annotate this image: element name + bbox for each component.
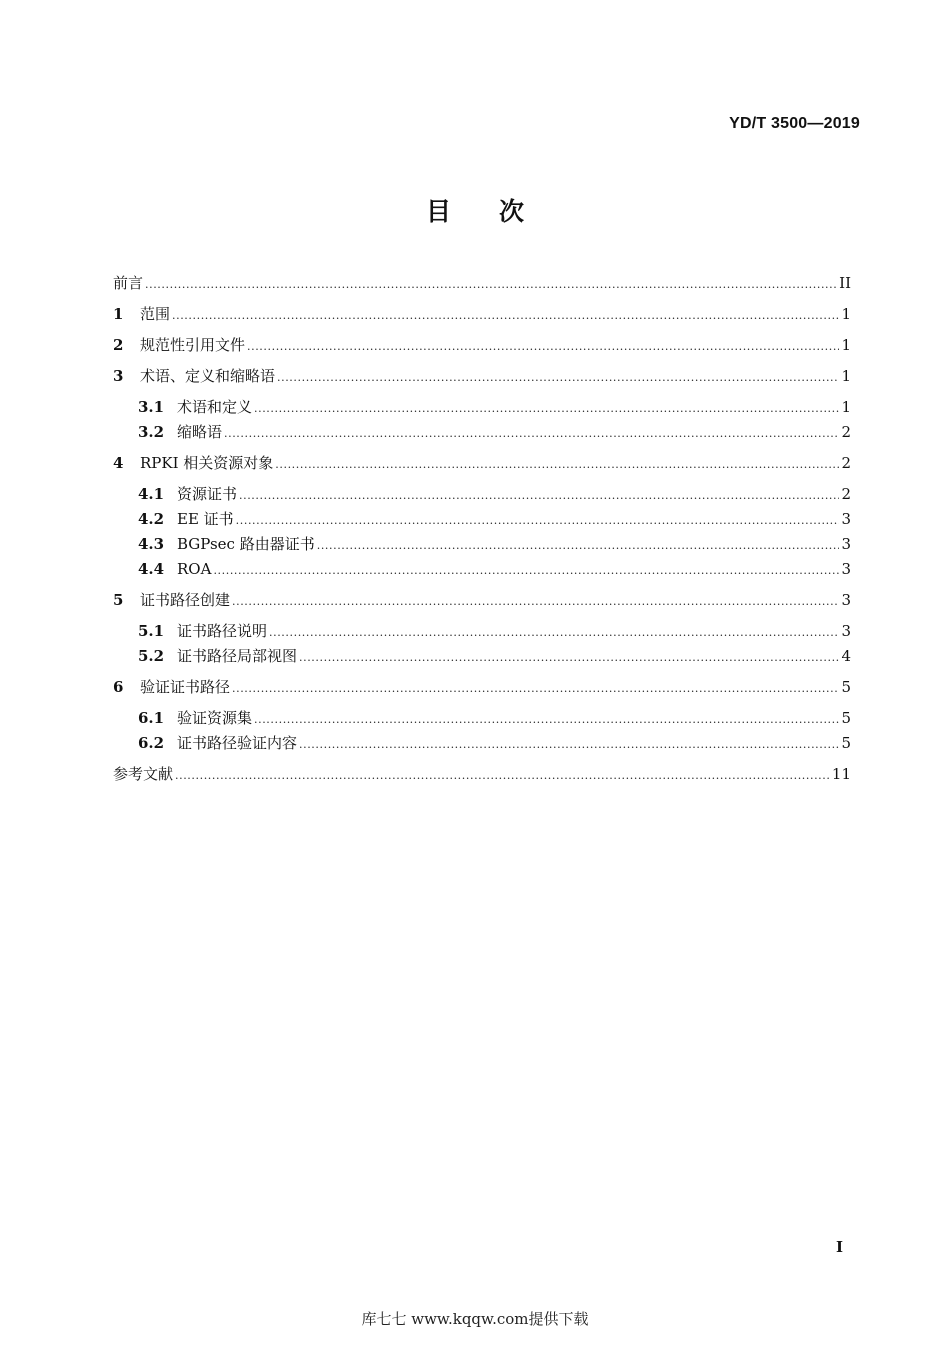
toc-title [0, 192, 950, 228]
toc-entry[interactable] [138, 732, 851, 754]
toc-entry-page: 5 [841, 709, 851, 727]
toc-entry[interactable] [138, 533, 851, 555]
toc-leader-dots [254, 709, 839, 731]
toc-entry-page: 1 [841, 367, 851, 385]
toc-entry-label: 验证证书路径 [140, 678, 231, 696]
toc-leader-dots [145, 274, 837, 296]
toc-entry-number: 4.2 [138, 510, 165, 528]
toc-entry-page: 3 [841, 560, 851, 578]
toc-entry-number: 5.2 [138, 647, 165, 665]
toc-leader-dots [317, 535, 840, 557]
toc-entry-number: 6.1 [138, 709, 165, 727]
toc-entry-page: 11 [831, 765, 851, 783]
toc-entry-page: 3 [841, 510, 851, 528]
toc-entry-page: 3 [841, 591, 851, 609]
toc-entry-number: 4.3 [138, 535, 165, 553]
toc-entry-page: 2 [841, 485, 851, 503]
toc-leader-dots [175, 765, 830, 787]
toc-entry-number: 5.1 [138, 622, 165, 640]
toc-entry[interactable] [138, 508, 851, 530]
toc-entry-label: 证书路径验证内容 [177, 734, 298, 752]
toc-entry-label: 术语和定义 [177, 398, 253, 416]
toc-entry-number: 3.2 [138, 423, 165, 441]
toc-entry-number: 4 [113, 454, 124, 472]
toc-entry-label: 前言 [113, 274, 144, 292]
toc-entry-number: 1 [113, 305, 124, 323]
toc-entry-label: 缩略语 [177, 423, 223, 441]
toc-entry-label: 资源证书 [177, 485, 238, 503]
toc-entry-page: 3 [841, 535, 851, 553]
toc-title-char-1: 目 [425, 197, 451, 226]
toc-entry-page: 1 [841, 336, 851, 354]
toc-leader-dots [236, 510, 840, 532]
toc-entry-page: 2 [841, 454, 851, 472]
toc-leader-dots [269, 622, 839, 644]
toc-entry[interactable] [138, 396, 851, 418]
toc-entry-label: 证书路径说明 [177, 622, 268, 640]
toc-entry-number: 2 [113, 336, 124, 354]
toc-title-char-2: 次 [499, 197, 525, 226]
toc-entry-number: 4.4 [138, 560, 165, 578]
toc-leader-dots [254, 398, 839, 420]
toc-entry-page: 2 [841, 423, 851, 441]
toc-entry-number: 5 [113, 591, 124, 609]
toc-leader-dots [172, 305, 839, 327]
toc-entry-label: 规范性引用文件 [140, 336, 246, 354]
toc-entry-label: 参考文献 [113, 765, 174, 783]
toc-entry[interactable] [113, 365, 851, 387]
toc-entry-page: 5 [841, 734, 851, 752]
toc-entry[interactable] [113, 589, 851, 611]
toc-entry-page: 1 [841, 398, 851, 416]
toc-entry-label: BGPsec 路由器证书 [177, 535, 315, 553]
toc-leader-dots [224, 423, 839, 445]
toc-leader-dots [299, 734, 839, 756]
toc-entry-label: EE 证书 [177, 510, 234, 528]
toc-entry-number: 6.2 [138, 734, 165, 752]
toc-leader-dots [239, 485, 839, 507]
toc-leader-dots [275, 454, 839, 476]
toc-entry[interactable] [138, 707, 851, 729]
standard-number: YD/T 3500—2019 [729, 115, 860, 132]
toc-entry[interactable] [113, 763, 851, 785]
toc-entry-label: 验证资源集 [177, 709, 253, 727]
toc-leader-dots [232, 591, 839, 613]
toc-entry-page: 5 [841, 678, 851, 696]
toc-leader-dots [232, 678, 839, 700]
toc-entry-label: 术语、定义和缩略语 [140, 367, 276, 385]
toc-entry[interactable] [138, 483, 851, 505]
toc-entry[interactable] [113, 303, 851, 325]
toc-leader-dots [277, 367, 839, 389]
toc-entry[interactable] [113, 676, 851, 698]
toc-entry[interactable] [113, 334, 851, 356]
toc-entry-label: 证书路径局部视图 [177, 647, 298, 665]
toc-entry[interactable] [113, 452, 851, 474]
toc-leader-dots [299, 647, 839, 669]
toc-entry-page: 4 [841, 647, 851, 665]
toc-entry-page: 3 [841, 622, 851, 640]
page-folio: I [836, 1238, 844, 1256]
toc-entry-label: RPKI 相关资源对象 [140, 454, 274, 472]
toc-leader-dots [247, 336, 839, 358]
toc-entry-page: II [839, 274, 851, 292]
toc-entry-number: 3.1 [138, 398, 165, 416]
toc-entry-label: 证书路径创建 [140, 591, 231, 609]
download-watermark: 库七七 www.kqqw.com提供下载 [361, 1310, 589, 1328]
toc-entry[interactable] [113, 272, 851, 294]
toc-entry-label: 范围 [140, 305, 171, 323]
toc-entry-label: ROA [177, 560, 212, 578]
toc-entry-page: 1 [841, 305, 851, 323]
toc-entry-number: 4.1 [138, 485, 165, 503]
toc-entry[interactable] [138, 558, 851, 580]
toc-entry[interactable] [138, 645, 851, 667]
toc-entry[interactable] [138, 421, 851, 443]
toc-leader-dots [213, 560, 839, 582]
toc-entry-number: 6 [113, 678, 124, 696]
toc-entry-number: 3 [113, 367, 124, 385]
toc-entry[interactable] [138, 620, 851, 642]
